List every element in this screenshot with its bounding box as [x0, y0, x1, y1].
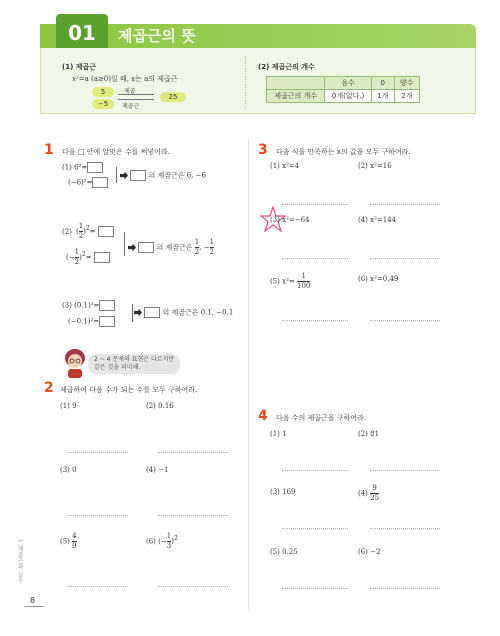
answer-box[interactable]	[138, 242, 154, 253]
q4-item-4: $(4) \frac{9}{25}$	[358, 484, 380, 502]
answer-box[interactable]	[99, 316, 115, 327]
q3-item-4: (4) x²=144	[358, 216, 397, 224]
q2-prompt: 제곱하여 다음 수가 되는 수를 모두 구하여라.	[60, 386, 198, 394]
q1-p1-result: 의 제곱근은 6, −6	[120, 170, 206, 181]
section-number: 01	[56, 14, 108, 52]
q2-answer-line-3[interactable]	[68, 515, 128, 516]
table-cell-negative: 0개(없다.)	[325, 90, 372, 103]
q3-answer-line-3[interactable]	[282, 258, 348, 259]
q2-answer-line-5[interactable]	[68, 586, 128, 587]
q4-answer-line-1[interactable]	[282, 470, 348, 471]
q3-number: 3	[258, 142, 268, 158]
q4-item-5: (5) 0.25	[270, 548, 298, 556]
character-avatar	[62, 348, 88, 378]
column-divider	[248, 140, 249, 610]
section-title: 제곱근의 뜻	[118, 27, 196, 45]
q2-number: 2	[44, 380, 54, 396]
concept-definition: x²=a (a≥0)일 때, x는 a의 제곱근	[72, 75, 178, 83]
q1-p3-result: 의 제곱근은 0.1, −0.1	[134, 307, 233, 318]
answer-box[interactable]	[99, 300, 115, 311]
answer-box[interactable]	[144, 307, 160, 318]
q2-item-5: $(5) \frac{4}{9}$	[60, 532, 77, 550]
q1-p2-frac2: ($-\frac{1}{2}$ )$^2$=	[66, 248, 110, 267]
q3-item-5: (5) $x^2= \frac{1}{100}$	[270, 272, 311, 290]
q4-item-6: (6) −2	[358, 548, 381, 556]
answer-box[interactable]	[98, 226, 114, 237]
q1-p1-line1: (1) 6²=	[62, 162, 103, 173]
q4-item-2: (2) 81	[358, 430, 380, 438]
q1-p2-label: (2)	[62, 228, 72, 236]
q2-item-3: (3) 0	[60, 466, 77, 474]
q3-answer-line-1[interactable]	[282, 204, 348, 205]
q1-p1-line2: (−6)²=	[68, 177, 108, 188]
q3-answer-line-6[interactable]	[370, 320, 440, 321]
q2-item-4: (4) −1	[146, 466, 169, 474]
answer-box[interactable]	[94, 252, 110, 263]
q3-answer-line-5[interactable]	[282, 320, 348, 321]
q1-p3-bracket	[132, 304, 133, 322]
table-cell-zero: 1개	[371, 90, 394, 103]
q2-item-6: (6) ($-\frac{1}{3}$ )$^2$	[146, 532, 178, 550]
concept-left-heading: (1) 제곱근	[62, 63, 96, 71]
diagram-square-label: 제곱	[124, 88, 136, 95]
arrow-icon	[134, 309, 142, 317]
q3-answer-line-2[interactable]	[370, 204, 440, 205]
q4-answer-line-6[interactable]	[370, 588, 440, 589]
q3-item-2: (2) x²=16	[358, 162, 392, 170]
q4-prompt: 다음 수의 제곱근을 구하여라.	[276, 414, 367, 422]
concept-divider	[245, 56, 246, 108]
q1-p2-frac1: ($\frac{1}{2}$ )$^2$=	[76, 222, 114, 241]
q4-number: 4	[258, 408, 268, 424]
diagram-arrow-left	[118, 99, 154, 100]
q4-item-1: (1) 1	[270, 430, 287, 438]
q1-p3-line1: (3) (0.1)²=	[62, 300, 115, 311]
hint-bubble: 2 ~ 4 문제의 표현은 다르지만 같은 것을 의미해.	[88, 354, 180, 374]
q2-answer-line-4[interactable]	[158, 515, 228, 516]
table-header-blank	[267, 77, 325, 90]
table-cell-positive: 2개	[394, 90, 419, 103]
q2-answer-line-6[interactable]	[158, 586, 228, 587]
q4-item-3: (3) 169	[270, 488, 296, 496]
chapter-side-label: I. 제곱근과 실수	[16, 540, 23, 584]
q1-p1-bracket	[116, 167, 117, 183]
q2-answer-line-2[interactable]	[158, 452, 228, 453]
page-number: 8	[30, 596, 36, 605]
diagram-root-label: 제곱근	[122, 103, 140, 110]
answer-box[interactable]	[92, 177, 108, 188]
footer-rule	[24, 606, 44, 607]
q4-answer-line-2[interactable]	[370, 470, 440, 471]
q1-p2-bracket	[124, 232, 125, 256]
diagram-top-value: 5	[92, 87, 114, 97]
q3-item-6: (6) x²=0.49	[358, 275, 399, 283]
q4-answer-line-5[interactable]	[282, 588, 348, 589]
table-header-negative: 음수	[325, 77, 372, 90]
roots-count-table	[266, 76, 420, 103]
answer-box[interactable]	[130, 170, 146, 181]
diagram-right-value: 25	[160, 92, 186, 102]
q4-answer-line-4[interactable]	[370, 528, 440, 529]
q1-prompt: 다음 □ 안에 알맞은 수를 써넣어라.	[62, 148, 170, 156]
q2-item-1: (1) 9	[60, 402, 77, 410]
table-header-positive: 양수	[394, 77, 419, 90]
table-header-zero: 0	[371, 77, 394, 90]
q3-item-3: (3) x²=−64	[270, 216, 310, 224]
concept-right-heading: (2) 제곱근의 개수	[258, 63, 315, 71]
q2-item-2: (2) 0.16	[146, 402, 174, 410]
q1-p2-result: 의 제곱근은 $\frac{1}{2}$ , $-\frac{1}{2}$	[128, 238, 214, 257]
q1-number: 1	[44, 142, 54, 158]
q1-p3-line2: (−0.1)²=	[68, 316, 115, 327]
q3-answer-line-4[interactable]	[370, 258, 440, 259]
diagram-arrow-right	[118, 94, 154, 95]
q3-prompt: 다음 식을 만족하는 x의 값을 모두 구하여라.	[276, 148, 411, 156]
q3-item-1: (1) x²=4	[270, 162, 300, 170]
answer-box[interactable]	[87, 162, 103, 173]
arrow-icon	[120, 172, 128, 180]
q4-answer-line-3[interactable]	[282, 528, 348, 529]
arrow-icon	[128, 244, 136, 252]
q2-answer-line-1[interactable]	[68, 452, 128, 453]
diagram-bottom-value: −5	[92, 99, 114, 109]
table-row-label: 제곱근의 개수	[267, 90, 325, 103]
